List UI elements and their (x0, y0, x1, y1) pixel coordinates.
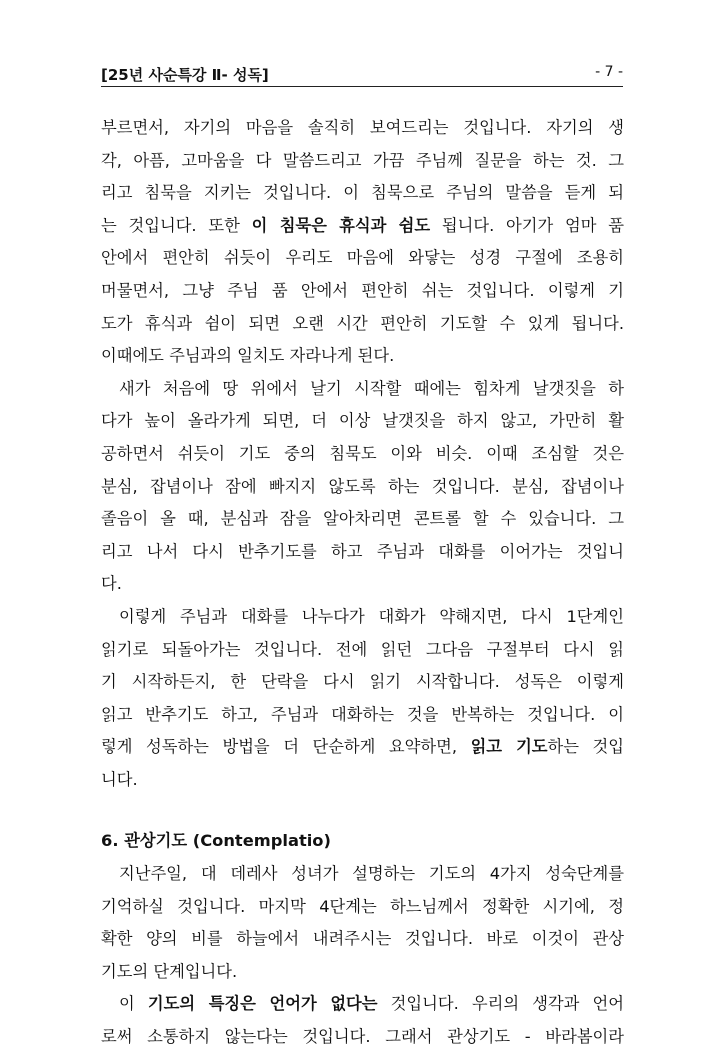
text-line: 는 것입니다. 또한 이 침묵은 휴식과 쉼도 됩니다. 아기가 엄마 품 (101, 215, 625, 235)
text-line: 확한 양의 비를 하늘에서 내려주시는 것입니다. 바로 이것이 관상 (101, 929, 624, 949)
header-title: [25년 사순특강 Ⅱ- 성독] (101, 66, 269, 84)
text-line: 이렇게 주님과 대화를 나누다가 대화가 약해지면, 다시 1단계인 (119, 606, 624, 626)
page-number: - 7 - (595, 64, 623, 80)
text-line: 읽기로 되돌아가는 것입니다. 전에 읽던 그다음 구절부터 다시 읽 (101, 639, 624, 659)
text-line: 읽고 반추기도 하고, 주님과 대화하는 것을 반복하는 것입니다. 이 (101, 704, 624, 724)
text-line: 기 시작하든지, 한 단락을 다시 읽기 시작합니다. 성독은 이렇게 (101, 672, 624, 692)
text-line: 머물면서, 그냥 주님 품 안에서 편안히 쉬는 것입니다. 이렇게 기 (101, 280, 624, 300)
text-line: 다. (101, 574, 122, 594)
text-line: 새가 처음에 땅 위에서 날기 시작할 때에는 힘차게 날갯짓을 하 (119, 378, 624, 398)
document-body (101, 112, 624, 1054)
section-heading: 6. 관상기도 (Contemplatio) (101, 831, 331, 851)
text-line: 니다. (101, 769, 138, 789)
text-line: 다가 높이 올라가게 되면, 더 이상 날갯짓을 하지 않고, 가만히 활 (101, 411, 624, 431)
text-line: 이때에도 주님과의 일치도 자라나게 된다. (101, 346, 395, 366)
text-line: 이 기도의 특징은 언어가 없다는 것입니다. 우리의 생각과 언어 (119, 994, 624, 1014)
text-line: 부르면서, 자기의 마음을 솔직히 보여드리는 것입니다. 자기의 생 (101, 118, 624, 137)
bold-text: 이 침묵은 휴식과 쉼도 (251, 215, 431, 235)
text-line: 도가 휴식과 쉼이 되면 오랜 시간 편안히 기도할 수 있게 됩니다. (101, 313, 624, 333)
text-line: 리고 침묵을 지키는 것입니다. 이 침묵으로 주님의 말씀을 듣게 되 (101, 183, 624, 203)
page-header (101, 62, 623, 87)
text-line: 분심, 잡념이나 잠에 빠지지 않도록 하는 것입니다. 분심, 잡념이나 (101, 476, 624, 496)
text-line: 렇게 성독하는 방법을 더 단순하게 요약하면, 읽고 기도하는 것입 (101, 737, 624, 757)
bold-text: 읽고 기도 (470, 737, 548, 757)
text-line: 졸음이 올 때, 분심과 잠을 알아차리면 콘트롤 할 수 있습니다. 그 (101, 509, 624, 529)
bold-text: 기도의 특징은 언어가 없다는 (147, 994, 378, 1014)
text-line: 기도의 단계입니다. (101, 961, 238, 981)
text-line: 지난주일, 대 데레사 성녀가 설명하는 기도의 4가지 성숙단계를 (119, 864, 624, 884)
text-line: 로써 소통하지 않는다는 것입니다. 그래서 관상기도 - 바라봄이라 (101, 1027, 624, 1047)
text-line: 안에서 편안히 쉬듯이 우리도 마음에 와닿는 성경 구절에 조용히 (101, 248, 624, 268)
text-line: 각, 아픔, 고마움을 다 말씀드리고 가끔 주님께 질문을 하는 것. 그 (101, 150, 624, 170)
text-line: 공하면서 쉬듯이 기도 중의 침묵도 이와 비슷. 이때 조심할 것은 (101, 443, 624, 463)
text-line: 기억하실 것입니다. 마지막 4단계는 하느님께서 정확한 시기에, 정 (101, 896, 624, 916)
text-line: 리고 나서 다시 반추기도를 하고 주님과 대화를 이어가는 것입니 (101, 541, 624, 561)
